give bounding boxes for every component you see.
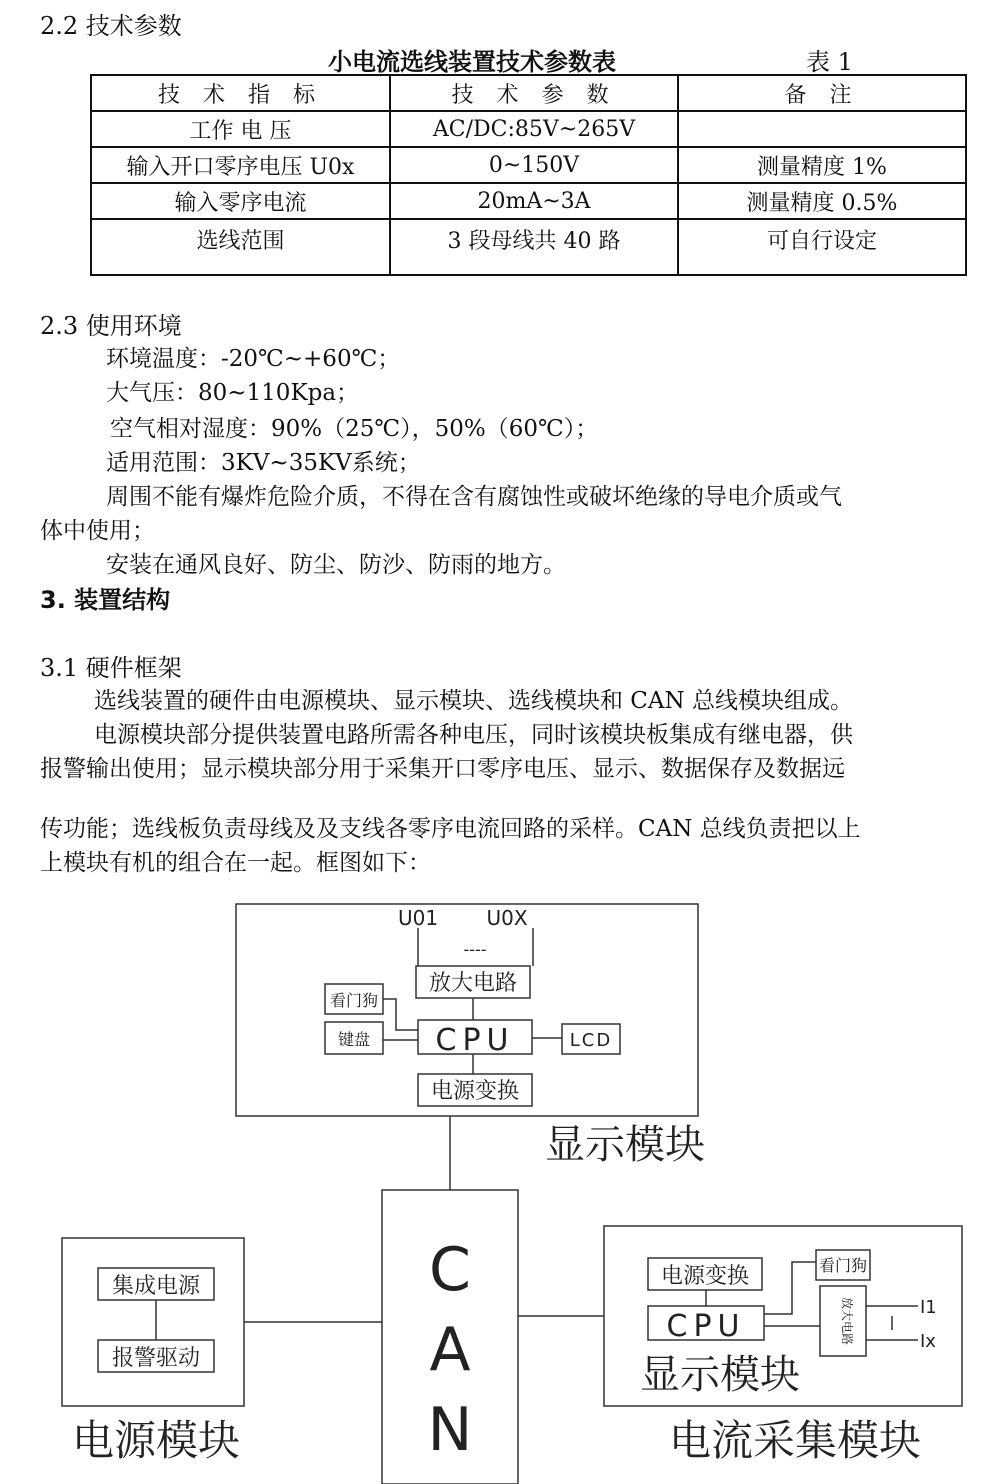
display-watchdog-label: 看门狗: [329, 991, 379, 1010]
table-cell: 选线范围: [91, 219, 390, 275]
table-cell: 测量精度 1%: [678, 147, 966, 183]
table-cell: 输入开口零序电压 U0x: [91, 147, 390, 183]
u0x-label: U0X: [486, 906, 528, 930]
u01-label: U01: [397, 906, 439, 930]
integrated-power-label: 集成电源: [111, 1274, 201, 1299]
env-line-range: 适用范围：3KV~35KV系统；: [106, 450, 421, 476]
can-letter-a: A: [429, 1315, 471, 1385]
section-heading-2-2: 2.2 技术参数: [40, 12, 182, 40]
table-cell: 20mA~3A: [390, 183, 678, 219]
alarm-drive-label: 报警驱动: [111, 1346, 201, 1371]
current-watchdog-label: 看门狗: [818, 1256, 868, 1275]
hw-line-2: 电源模块部分提供装置电路所需各种电压，同时该模块板集成有继电器，供: [94, 722, 853, 748]
env-line-media: 周围不能有爆炸危险介质，不得在含有腐蚀性或破坏绝缘的导电介质或气: [106, 484, 842, 510]
display-module-caption: 显示模块: [545, 1122, 705, 1168]
current-module-caption: 电流采集模块: [668, 1416, 922, 1465]
cpu-watchdog-line: [764, 1262, 816, 1314]
env-line-pressure: 大气压：80~110Kpa；: [106, 380, 360, 406]
table-cell: AC/DC:85V~265V: [390, 111, 678, 147]
table-header-cell: 备 注: [678, 75, 966, 111]
hw-line-1: 选线装置的硬件由电源模块、显示模块、选线模块和 CAN 总线模块组成。: [94, 688, 853, 714]
env-line-humidity: 空气相对湿度：90%（25℃），50%（60℃）；: [110, 416, 599, 442]
table-cell: 输入零序电流: [91, 183, 390, 219]
hw-line-5: 上模块有机的组合在一起。框图如下：: [40, 850, 431, 876]
table-cell: 测量精度 0.5%: [678, 183, 966, 219]
table-title: 小电流选线装置技术参数表: [328, 48, 616, 76]
hw-line-4: 传功能；选线板负责母线及及支线各零序电流回路的采样。CAN 总线负责把以上: [40, 816, 861, 842]
current-power-conv-label: 电源变换: [660, 1264, 750, 1289]
table-cell: 0~150V: [390, 147, 678, 183]
power-module-caption: 电源模块: [71, 1416, 241, 1465]
table-cell: 工作 电 压: [91, 111, 390, 147]
display-amp-label: 放大电路: [428, 971, 518, 996]
current-inner-caption: 显示模块: [640, 1352, 800, 1398]
section-heading-3-1: 3.1 硬件框架: [40, 654, 182, 682]
table-label: 表 1: [806, 48, 853, 76]
power-module-box: [62, 1238, 244, 1406]
section-heading-2-3: 2.3 使用环境: [40, 312, 182, 340]
ix-label: Ix: [920, 1331, 936, 1352]
table-cell: 3 段母线共 40 路: [390, 219, 678, 275]
keyboard-label: 键盘: [337, 1030, 371, 1049]
table-header-cell: 技 术 指 标: [91, 75, 390, 111]
env-line-temperature: 环境温度：-20℃~+60℃；: [106, 346, 401, 372]
dashes-label: ----: [463, 940, 487, 959]
hw-line-3: 报警输出使用；显示模块部分用于采集开口零序电压、显示、数据保存及数据远: [40, 756, 845, 782]
display-cpu-label: CPU: [435, 1023, 515, 1058]
table-header-cell: 技 术 参 数: [390, 75, 678, 111]
current-amp-label: 放大电路: [840, 1296, 854, 1346]
table-cell: 可自行设定: [678, 219, 966, 275]
display-power-conv-label: 电源变换: [430, 1079, 520, 1104]
can-letter-n: N: [427, 1395, 473, 1465]
watchdog-cpu-line: [383, 999, 418, 1030]
section-heading-3: 3. 装置结构: [40, 586, 171, 614]
i1-label: I1: [920, 1297, 937, 1318]
env-line-install: 安装在通风良好、防尘、防沙、防雨的地方。: [106, 552, 566, 578]
lcd-label: LCD: [569, 1030, 613, 1051]
env-line-media-cont: 体中使用；: [40, 518, 155, 544]
current-cpu-label: CPU: [666, 1309, 746, 1344]
can-letter-c: C: [429, 1235, 471, 1305]
